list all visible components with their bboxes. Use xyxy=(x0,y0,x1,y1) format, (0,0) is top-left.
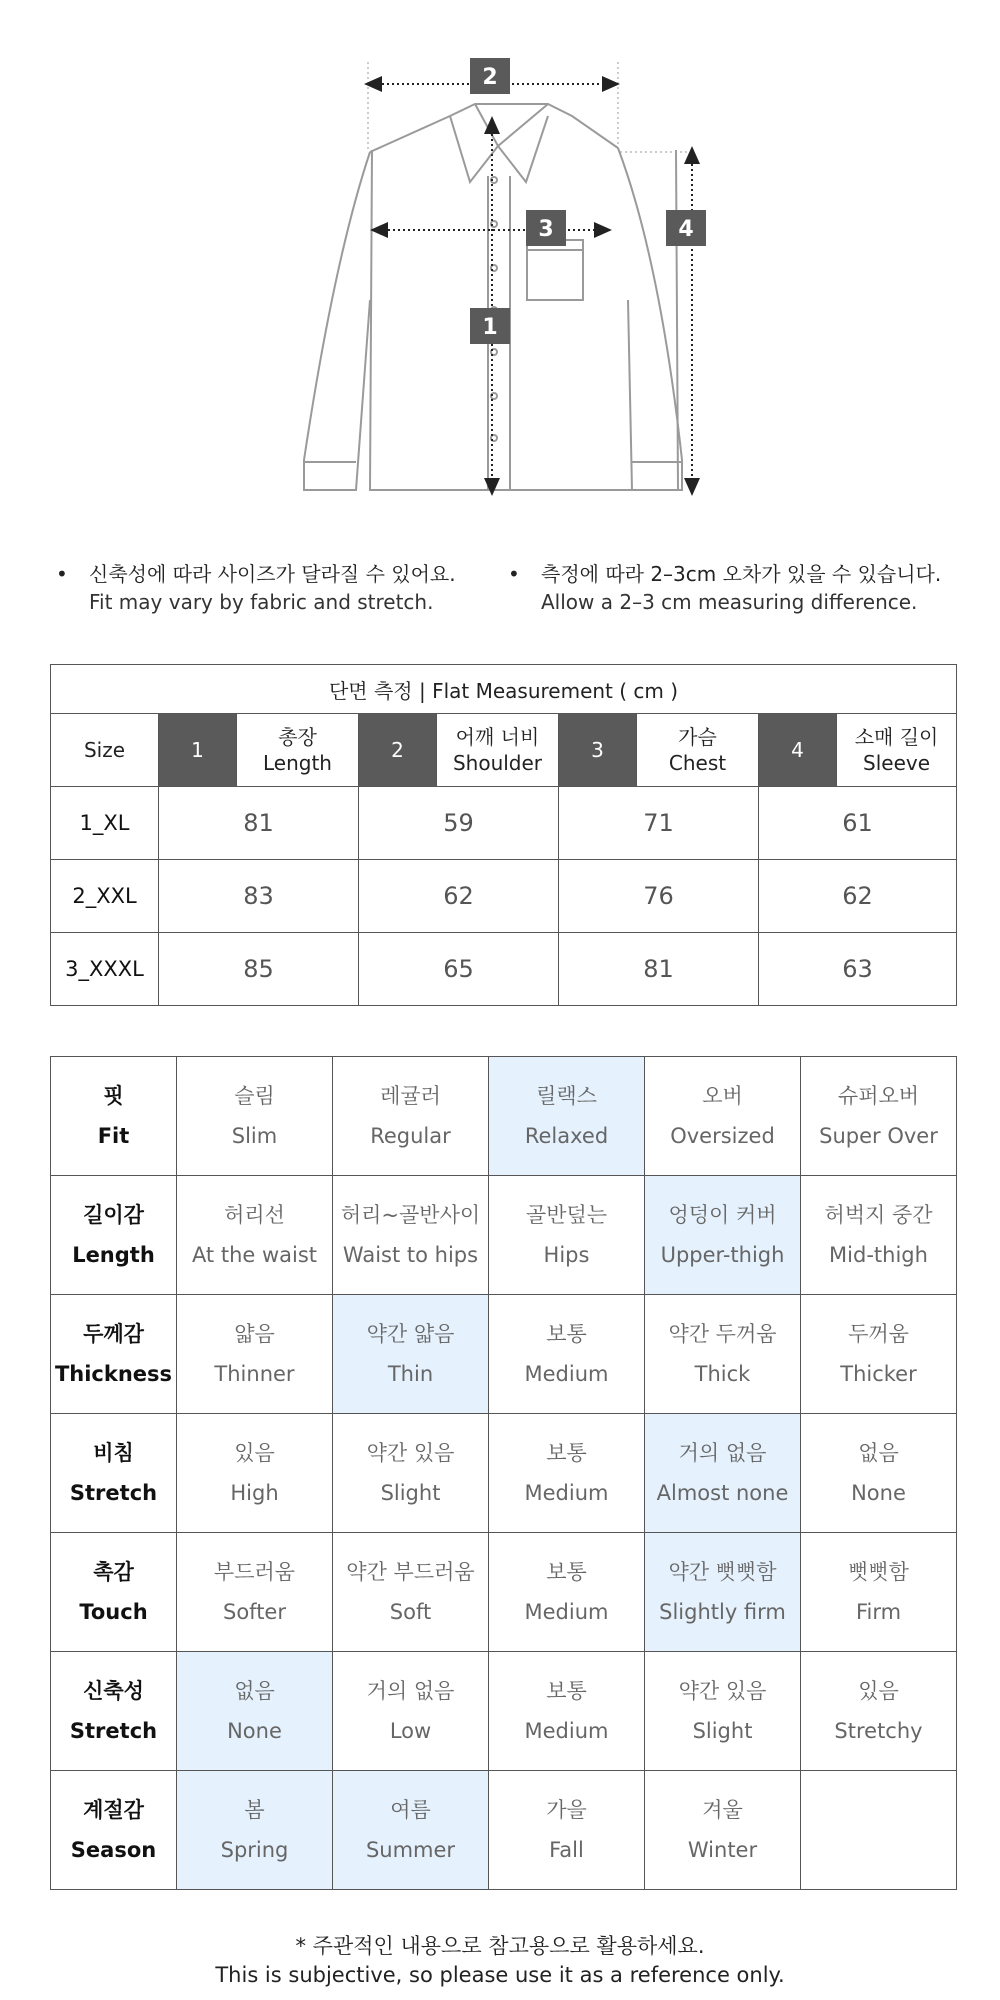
shoulder-value: 62 xyxy=(359,860,559,933)
attribute-option xyxy=(333,1414,489,1533)
bullet: • xyxy=(56,562,68,586)
attribute-label-ko: 신축성 xyxy=(83,1679,144,1703)
option-en: None xyxy=(851,1481,906,1505)
option-ko: 부드러움 xyxy=(213,1560,296,1584)
attribute-label-ko: 비침 xyxy=(93,1441,134,1465)
option-en: Mid-thigh xyxy=(829,1243,928,1267)
length-value: 83 xyxy=(159,860,359,933)
option-en: Almost none xyxy=(656,1481,789,1505)
option-ko: 약간 있음 xyxy=(366,1441,455,1465)
option-en: Medium xyxy=(524,1600,609,1624)
column-ko: 소매 길이 xyxy=(854,725,939,749)
option-ko: 겨울 xyxy=(702,1798,743,1822)
option-en: Spring xyxy=(220,1838,289,1862)
shoulder-value: 59 xyxy=(359,787,559,860)
option-ko: 거의 없음 xyxy=(678,1441,767,1465)
size-name: 1_XL xyxy=(51,787,159,860)
option-en: Waist to hips xyxy=(342,1243,479,1267)
option-en: Firm xyxy=(855,1600,902,1624)
column-ko: 어깨 너비 xyxy=(455,725,540,749)
attribute-option xyxy=(645,1295,801,1414)
attribute-option xyxy=(801,1414,957,1533)
option-en: Low xyxy=(389,1719,432,1743)
option-en: Thick xyxy=(694,1362,751,1386)
option-en: Upper-thigh xyxy=(660,1243,785,1267)
attribute-option-selected xyxy=(177,1652,333,1771)
attribute-label-ko: 핏 xyxy=(103,1084,124,1108)
option-en: Softer xyxy=(223,1600,286,1624)
attribute-option xyxy=(801,1176,957,1295)
option-ko: 엉덩이 커버 xyxy=(668,1203,777,1227)
attribute-row xyxy=(51,1771,957,1890)
attribute-label-en: Length xyxy=(72,1243,155,1267)
attribute-label-en: Fit xyxy=(97,1124,130,1148)
attribute-row xyxy=(51,1057,957,1176)
option-en: Medium xyxy=(524,1481,609,1505)
attribute-label xyxy=(51,1176,177,1295)
attribute-label xyxy=(51,1295,177,1414)
attribute-option xyxy=(801,1057,957,1176)
option-ko: 뻣뻣함 xyxy=(848,1560,909,1584)
svg-text:2: 2 xyxy=(482,65,498,90)
disclaimer-en: This is subjective, so please use it as a reference only. xyxy=(215,1963,785,1987)
attribute-option xyxy=(333,1176,489,1295)
attribute-label xyxy=(51,1414,177,1533)
option-en: Super Over xyxy=(819,1124,938,1148)
chest-value: 71 xyxy=(559,787,759,860)
option-ko: 레귤러 xyxy=(380,1084,441,1108)
column-en: Shoulder xyxy=(452,751,543,775)
option-en: Soft xyxy=(389,1600,432,1624)
column-ko: 가슴 xyxy=(678,725,717,749)
option-ko: 오버 xyxy=(702,1084,743,1108)
option-ko: 슬림 xyxy=(234,1084,275,1108)
note-ko: 신축성에 따라 사이즈가 달라질 수 있어요. xyxy=(89,562,456,586)
attribute-label xyxy=(51,1652,177,1771)
size-header: Size xyxy=(51,714,159,787)
option-ko: 여름 xyxy=(390,1798,431,1822)
attribute-label xyxy=(51,1057,177,1176)
size-table-caption: 단면 측정 | Flat Measurement ( cm ) xyxy=(51,665,957,714)
column-sleeve xyxy=(837,714,957,787)
attribute-option xyxy=(801,1295,957,1414)
column-ko: 총장 xyxy=(278,725,317,749)
badge-length xyxy=(470,308,510,344)
note-en: Allow a 2–3 cm measuring difference. xyxy=(541,590,918,614)
attribute-label-ko: 촉감 xyxy=(93,1560,134,1584)
attribute-label xyxy=(51,1771,177,1890)
option-en: Slight xyxy=(380,1481,441,1505)
option-ko: 보통 xyxy=(546,1560,587,1584)
option-en: Winter xyxy=(687,1838,758,1862)
table-row xyxy=(51,787,957,860)
option-ko: 거의 없음 xyxy=(366,1679,455,1703)
attribute-option xyxy=(645,1057,801,1176)
option-ko: 허리선 xyxy=(224,1203,285,1227)
attribute-option xyxy=(489,1414,645,1533)
size-name: 3_XXXL xyxy=(51,933,159,1006)
badge-chest xyxy=(526,210,566,246)
attribute-option xyxy=(645,1771,801,1890)
svg-text:3: 3 xyxy=(538,217,554,242)
note-measuring-difference xyxy=(508,560,941,616)
attribute-option xyxy=(333,1533,489,1652)
option-en: Medium xyxy=(524,1719,609,1743)
attribute-row xyxy=(51,1295,957,1414)
table-row xyxy=(51,933,957,1006)
attribute-option xyxy=(489,1295,645,1414)
option-en: Thinner xyxy=(214,1362,295,1386)
attribute-option xyxy=(177,1057,333,1176)
option-ko: 없음 xyxy=(858,1441,899,1465)
option-en: Medium xyxy=(524,1362,609,1386)
option-ko: 슈퍼오버 xyxy=(837,1084,920,1108)
note-en: Fit may vary by fabric and stretch. xyxy=(89,590,434,614)
attribute-option xyxy=(489,1176,645,1295)
column-en: Chest xyxy=(668,751,727,775)
option-en: High xyxy=(230,1481,279,1505)
attribute-label-en: Season xyxy=(70,1838,157,1862)
attribute-label xyxy=(51,1533,177,1652)
column-num-shoulder: 2 xyxy=(359,714,437,787)
option-ko: 있음 xyxy=(234,1441,275,1465)
option-ko: 보통 xyxy=(546,1441,587,1465)
option-en: Slightly firm xyxy=(659,1600,786,1624)
column-shoulder xyxy=(437,714,559,787)
size-name: 2_XXL xyxy=(51,860,159,933)
badge-sleeve xyxy=(666,210,706,246)
column-chest xyxy=(637,714,759,787)
attribute-option-selected xyxy=(177,1771,333,1890)
option-ko: 없음 xyxy=(234,1679,275,1703)
option-ko: 보통 xyxy=(546,1679,587,1703)
attribute-option xyxy=(177,1295,333,1414)
note-fabric-stretch xyxy=(56,560,456,616)
option-en: Regular xyxy=(370,1124,451,1148)
length-value: 85 xyxy=(159,933,359,1006)
attribute-label-en: Stretch xyxy=(69,1719,158,1743)
option-ko: 골반덮는 xyxy=(525,1203,608,1227)
option-ko: 있음 xyxy=(858,1679,899,1703)
option-ko: 약간 뻣뻣함 xyxy=(668,1560,777,1584)
sleeve-value: 61 xyxy=(759,787,957,860)
option-ko: 보통 xyxy=(546,1322,587,1346)
option-en: Thin xyxy=(387,1362,434,1386)
disclaimer xyxy=(0,1932,1000,1990)
length-value: 81 xyxy=(159,787,359,860)
option-en: Relaxed xyxy=(524,1124,609,1148)
attribute-option-selected xyxy=(333,1295,489,1414)
option-ko: 약간 두꺼움 xyxy=(668,1322,777,1346)
option-ko: 허리~골반사이 xyxy=(340,1203,481,1227)
badge-shoulder xyxy=(470,58,510,94)
option-en: None xyxy=(227,1719,282,1743)
option-ko: 두꺼움 xyxy=(848,1322,909,1346)
option-en: Summer xyxy=(365,1838,456,1862)
attribute-option xyxy=(177,1533,333,1652)
option-ko: 릴랙스 xyxy=(536,1084,597,1108)
attribute-option xyxy=(645,1652,801,1771)
shoulder-value: 65 xyxy=(359,933,559,1006)
note-ko: 측정에 따라 2–3cm 오차가 있을 수 있습니다. xyxy=(541,562,942,586)
attribute-label-en: Touch xyxy=(79,1600,148,1624)
attribute-row xyxy=(51,1533,957,1652)
column-length xyxy=(237,714,359,787)
attribute-option xyxy=(177,1414,333,1533)
attribute-row xyxy=(51,1652,957,1771)
svg-text:1: 1 xyxy=(482,315,498,340)
bullet: • xyxy=(508,562,520,586)
sleeve-value: 62 xyxy=(759,860,957,933)
attribute-option xyxy=(801,1771,957,1890)
column-num-chest: 3 xyxy=(559,714,637,787)
option-en: Stretchy xyxy=(834,1719,923,1743)
attribute-option-selected xyxy=(645,1533,801,1652)
option-en: Fall xyxy=(549,1838,584,1862)
chest-value: 81 xyxy=(559,933,759,1006)
attribute-option-selected xyxy=(489,1057,645,1176)
svg-text:4: 4 xyxy=(678,217,694,242)
attribute-label-en: Stretch xyxy=(69,1481,158,1505)
option-ko: 약간 얇음 xyxy=(366,1322,455,1346)
shirt-outline-icon xyxy=(304,104,682,490)
option-ko: 얇음 xyxy=(234,1322,275,1346)
attribute-option-selected xyxy=(645,1414,801,1533)
shirt-measurement-diagram xyxy=(0,0,1000,510)
attribute-option xyxy=(177,1176,333,1295)
attribute-label-ko: 두께감 xyxy=(83,1322,144,1346)
attribute-label-ko: 길이감 xyxy=(83,1203,144,1227)
attribute-row xyxy=(51,1414,957,1533)
attribute-option xyxy=(801,1533,957,1652)
column-en: Sleeve xyxy=(863,751,931,775)
option-ko: 허벅지 중간 xyxy=(824,1203,933,1227)
option-ko: 가을 xyxy=(546,1798,587,1822)
sleeve-value: 63 xyxy=(759,933,957,1006)
attribute-option xyxy=(489,1652,645,1771)
attribute-option xyxy=(489,1533,645,1652)
fabric-attribute-table xyxy=(50,1056,957,1890)
chest-value: 76 xyxy=(559,860,759,933)
disclaimer-ko: * 주관적인 내용으로 참고용으로 활용하세요. xyxy=(295,1934,705,1958)
option-en: Hips xyxy=(543,1243,590,1267)
attribute-option-selected xyxy=(333,1771,489,1890)
option-en: Oversized xyxy=(670,1124,775,1148)
option-ko: 봄 xyxy=(244,1798,265,1822)
attribute-option-selected xyxy=(645,1176,801,1295)
option-en: Slim xyxy=(231,1124,278,1148)
column-num-length: 1 xyxy=(159,714,237,787)
attribute-option xyxy=(333,1652,489,1771)
column-en: Length xyxy=(263,751,332,775)
attribute-option xyxy=(801,1652,957,1771)
attribute-label-en: Thickness xyxy=(54,1362,173,1386)
attribute-option xyxy=(333,1057,489,1176)
size-table-header xyxy=(51,714,957,787)
option-en: Thicker xyxy=(840,1362,917,1386)
table-row xyxy=(51,860,957,933)
attribute-option xyxy=(489,1771,645,1890)
option-en: At the waist xyxy=(191,1243,318,1267)
attribute-label-ko: 계절감 xyxy=(83,1798,144,1822)
option-en: Slight xyxy=(692,1719,753,1743)
size-table xyxy=(50,664,957,1006)
column-num-sleeve: 4 xyxy=(759,714,837,787)
option-ko: 약간 부드러움 xyxy=(346,1560,475,1584)
option-ko: 약간 있음 xyxy=(678,1679,767,1703)
attribute-row xyxy=(51,1176,957,1295)
